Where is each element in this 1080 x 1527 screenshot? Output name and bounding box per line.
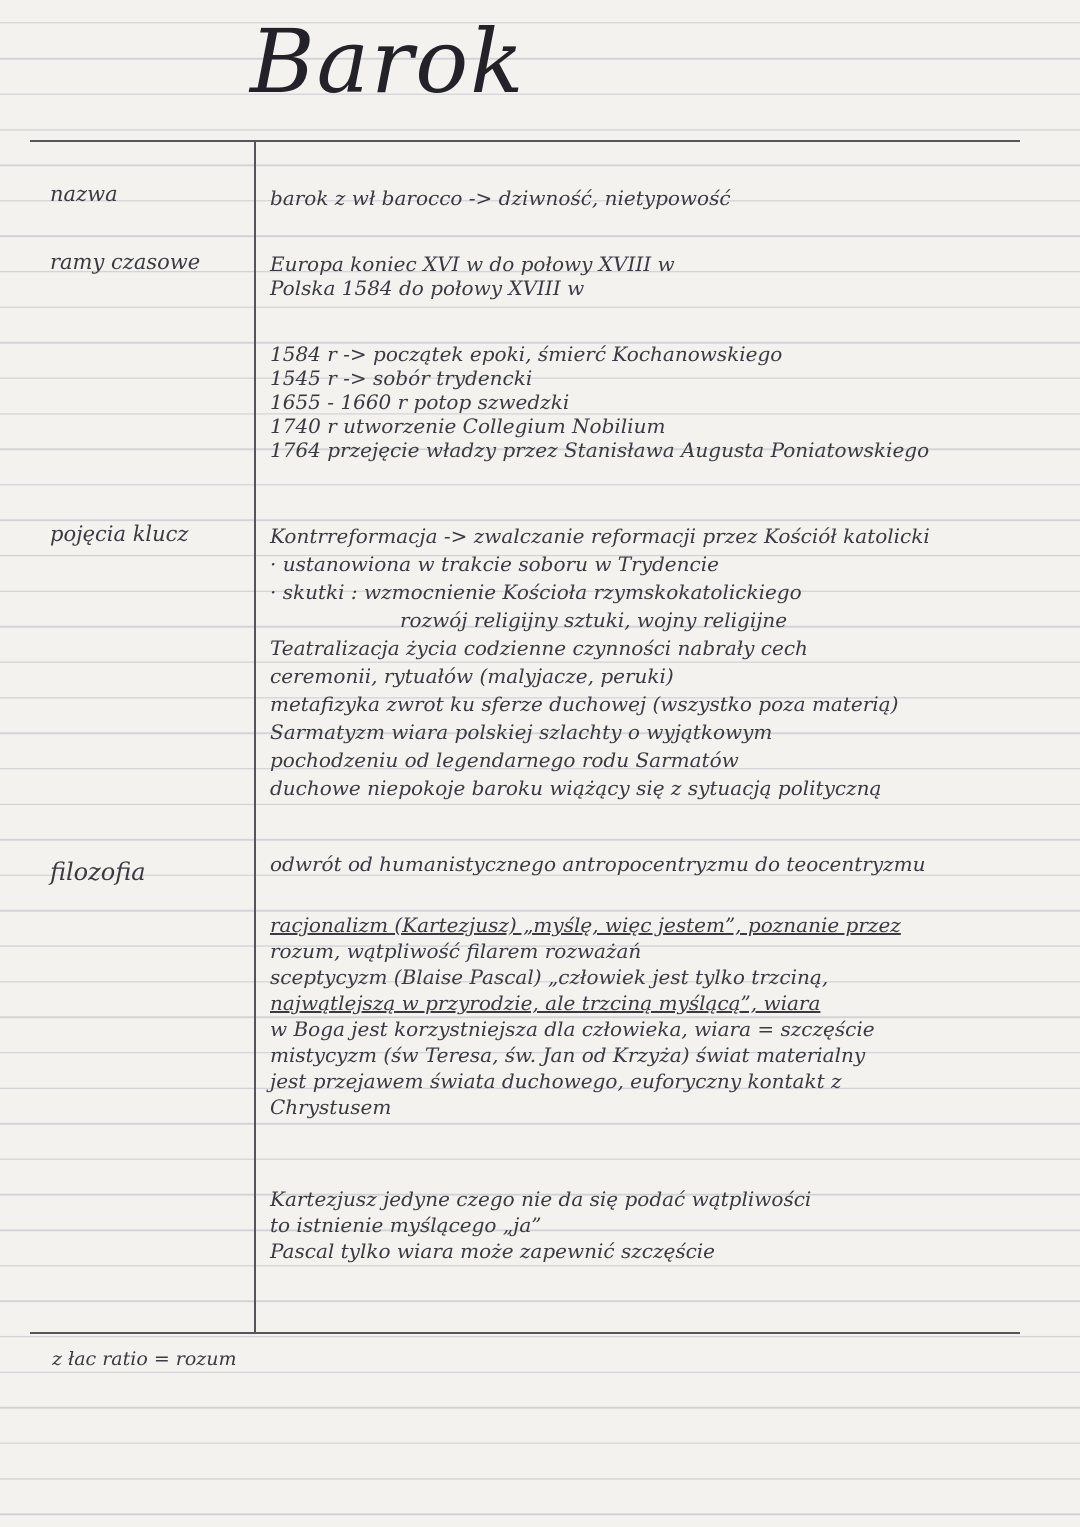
filozofia-line: odwrót od humanistycznego antropocentryzmu do teocentryzmu <box>270 852 926 876</box>
row-content-ramy-czasowe <box>270 252 1060 300</box>
row-content-filozofia <box>270 852 1060 876</box>
date-line: 1584 r -> początek epoki, śmierć Kochanowskiego <box>270 342 783 366</box>
row-content-filozofia-summary <box>270 1186 1060 1264</box>
filozofia-line: Pascal tylko wiara może zapewnić szczęście <box>270 1239 716 1263</box>
date-line: 1655 - 1660 r potop szwedzki <box>270 390 570 414</box>
ramy-line: Polska 1584 do połowy XVIII w <box>270 276 585 300</box>
footnote: z łac ratio = rozum <box>52 1348 237 1370</box>
filozofia-line: sceptycyzm (Blaise Pascal) „człowiek jest tylko trzciną, <box>270 965 829 989</box>
filozofia-line: najwątlejszą w przyrodzie, ale trzciną myślącą”, wiara <box>270 991 821 1015</box>
pojecia-line: Kontrreformacja -> zwalczanie reformacji przez Kościół katolicki <box>270 524 930 548</box>
pojecia-line: metafizyka zwrot ku sferze duchowej (wszystko poza materią) <box>270 692 899 716</box>
row-content-dates <box>270 342 1060 462</box>
table-top-rule <box>30 140 1020 142</box>
nazwa-line: barok z wł barocco -> dziwność, nietypowość <box>270 186 731 210</box>
date-line: 1740 r utworzenie Collegium Nobilium <box>270 414 666 438</box>
pojecia-line: Sarmatyzm wiara polskiej szlachty o wyjątkowym <box>270 720 773 744</box>
date-line: 1764 przejęcie władzy przez Stanisława Augusta Poniatowskiego <box>270 438 930 462</box>
pojecia-line: · skutki : wzmocnienie Kościoła rzymskokatolickiego <box>270 580 802 604</box>
pojecia-line: duchowe niepokoje baroku wiążący się z sytuacją polityczną <box>270 776 882 800</box>
row-content-filozofia-details <box>270 912 1060 1120</box>
page-title: Barok <box>250 10 526 113</box>
row-label-filozofia: filozofia <box>50 858 146 886</box>
row-content-nazwa <box>270 186 1060 210</box>
filozofia-line: to istnienie myślącego „ja” <box>270 1213 542 1237</box>
filozofia-line: Kartezjusz jedyne czego nie da się podać wątpliwości <box>270 1187 812 1211</box>
filozofia-line: racjonalizm (Kartezjusz) „myślę, więc jestem”, poznanie przez <box>270 913 901 937</box>
pojecia-line: rozwój religijny sztuki, wojny religijne <box>400 608 788 632</box>
date-line: 1545 r -> sobór trydencki <box>270 366 533 390</box>
row-label-nazwa: nazwa <box>50 182 118 206</box>
ramy-line: Europa koniec XVI w do połowy XVIII w <box>270 252 675 276</box>
pojecia-line: Teatralizacja życia codzienne czynności nabrały cech <box>270 636 808 660</box>
pojecia-line: · ustanowiona w trakcie soboru w Trydencie <box>270 552 719 576</box>
filozofia-line: mistycyzm (św Teresa, św. Jan od Krzyża) świat materialny <box>270 1043 866 1067</box>
row-content-pojecia-klucz <box>270 522 1060 802</box>
pojecia-line: ceremonii, rytuałów (malyjacze, peruki) <box>270 664 674 688</box>
row-label-pojecia-klucz: pojęcia klucz <box>50 522 189 546</box>
pojecia-line: pochodzeniu od legendarnego rodu Sarmatów <box>270 748 739 772</box>
table-column-divider <box>254 142 256 1334</box>
filozofia-line: w Boga jest korzystniejsza dla człowieka, wiara = szczęście <box>270 1017 875 1041</box>
filozofia-line: Chrystusem <box>270 1095 392 1119</box>
row-label-ramy-czasowe: ramy czasowe <box>50 250 201 274</box>
filozofia-line: rozum, wątpliwość filarem rozważań <box>270 939 642 963</box>
filozofia-line: jest przejawem świata duchowego, euforyczny kontakt z <box>270 1069 842 1093</box>
table-bottom-rule <box>30 1332 1020 1334</box>
